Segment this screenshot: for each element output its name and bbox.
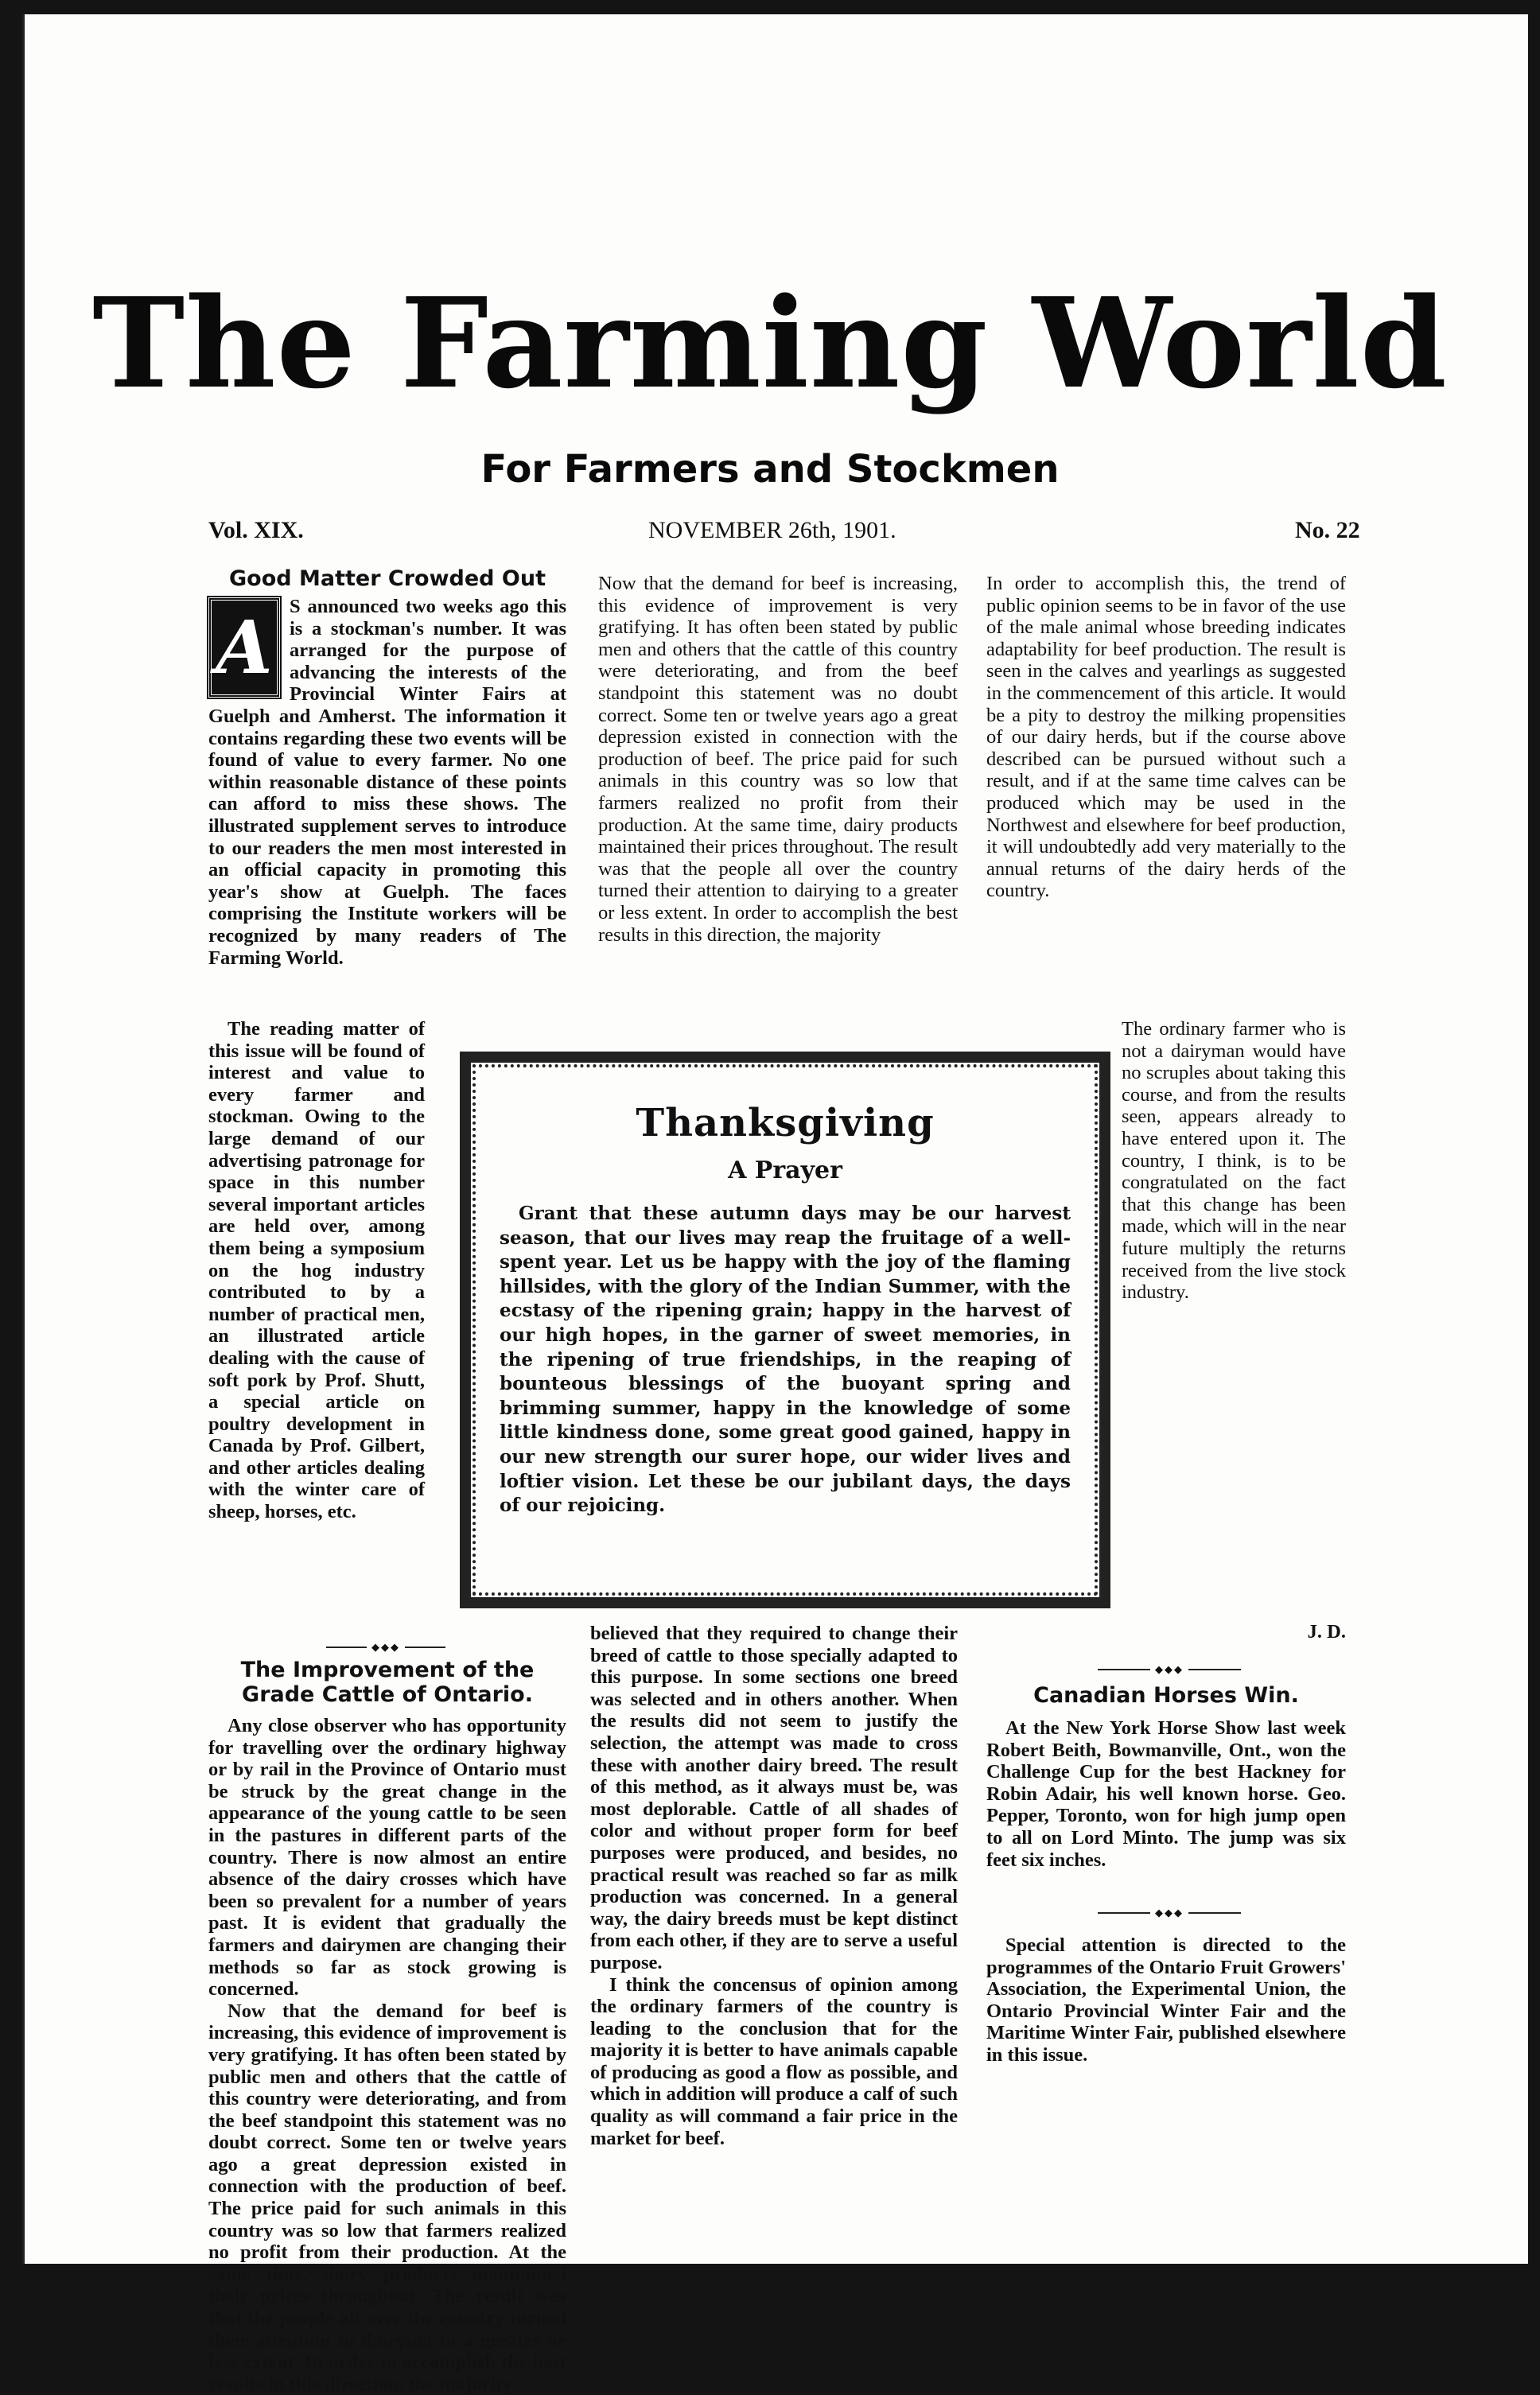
ornamental-rule: ◆◆◆ [1098,1912,1241,1914]
article-paragraph: S announced two weeks ago this is a stockman's number. It was arranged for the purpose of advancing the interests of the Provincial Winter Fairs at Guelph and Amherst. The information it contains regarding these two events will be found of value to every farmer. No one within reasonable distance of these points can afford to miss these shows. The illustrated supplement serves to introduce to our readers the men most interested in an official capacity in promoting this year's show at Guelph. The faces comprising the Institute workers will be recognized by many readers of The Farming World. [208,596,566,969]
article-paragraph: Any close observer who has opportunity for travelling over the ordinary highway or by rail in the Province of Ontario must be struck by the great change in the appearance of the young cattle to be seen in the pastures in different parts of the country. There is now almost an entire absence of the dairy crosses which have been so prevalent for a number of years past. It is evident that gradually the farmers and dairymen are changing their methods so far as stock growing is concerned. [208,1715,566,2000]
issue-number: No. 22 [1295,517,1360,543]
article-heading: The Improvement of the Grade Cattle of Ontario. [240,1658,535,1707]
article-heading: Canadian Horses Win. [1033,1683,1299,1708]
masthead-tagline: For Farmers and Stockmen [480,447,1060,492]
article-paragraph: Now that the demand for beef is increasing, this evidence of improvement is very gratifying. It has often been stated by public men and others that the cattle of this country were deteriorating, and from the beef standpoint this statement was no doubt correct. Some ten or twelve years ago a great depression existed in connection with the production of beef. The price paid for such animals in this country was so low that farmers realized no profit from their production. At the same time, dairy products maintained their prices throughout. The result was that the people all over the country turned their attention to dairying to a greater or less extent. In order to accomplish the best results in this direction, the majority [208,2000,566,2395]
article-good-matter [208,566,566,969]
notice-paragraph: Special attention is directed to the programmes of the Ontario Fruit Growers' Association, the Experimental Union, the Ontario Provincial Winter Fair and the Maritime Winter Fair, published elsewhere in this issue. [986,1934,1346,2066]
issue-date: NOVEMBER 26th, 1901. [648,517,896,543]
article-canadian-horses [986,1683,1346,1871]
article-paragraph: I think the concensus of opinion among the ordinary farmers of the country is leading to the conclusion that for the majority it is better to have animals capable of producing as good a flow as possible, and which in addition will produce a calf of such quality as will command a fair price in the market for beef. [590,1973,958,2149]
article-paragraph: In order to accomplish this, the trend of public opinion seems to be in favor of the use of the male animal whose breeding indicates adaptability for beef production. The result is seen in the calves and yearlings as suggested in the commencement of this article. It would be a pity to destroy the milking propensities of our dairy herds, but if the course above described can be pursued without such a result, and if at the same time calves can be produced which may be used in the Northwest and elsewhere for beef production, it will undoubtedly add very materially to the annual returns of the dairy herds of the country. [986,573,1346,902]
notice-special-attention [986,1934,1346,2066]
signature: J. D. [1307,1621,1346,1643]
article-paragraph: Now that the demand for beef is increasing, this evidence of improvement is very gratifying. It has often been stated by public men and others that the cattle of this country were deteriorating, and from the beef standpoint this statement was no doubt correct. Some ten or twelve years ago a great depression existed in connection with the production of beef. The price paid for such animals in this country was so low that farmers realized no profit from their production. At the same time, dairy products maintained their prices throughout. The result was that the people all over the country turned their attention to dairying to a greater or less extent. In order to accomplish the best results in this direction, the majority [598,573,958,946]
ornamental-rule: ◆◆◆ [326,1647,445,1648]
article-paragraph: The ordinary farmer who is not a dairyman would have no scruples about taking this course, and from the results seen, appears already to have entered upon it. The country, I think, is to be congratulated on the fact that this change has been made, which will in the near future multiply the returns received from the live stock industry. [1122,1018,1346,1304]
article-grade-cattle-col2 [598,573,958,1016]
signature-line [986,1621,1346,1643]
drop-cap: A [208,597,280,698]
article-heading: Good Matter Crowded Out [229,566,546,591]
article-grade-cattle-col2-bottom [590,1623,958,2149]
ornamental-rule: ◆◆◆ [1098,1669,1241,1670]
masthead-title: The Farming World [92,270,1448,416]
thanksgiving-body: Grant that these autumn days may be our harvest season, that our lives may reap the fruitage of a well-spent year. Let us be happy with the joy of the flaming hillsides, with the glory of the Indian Summer, with the ecstasy of the ripening grain; happy in the harvest of our high hopes, in the garner of sweet memories, in the ripening of true friendships, in the reaping of bounteous blessings of the buoyant spring and brimming summer, happy in the knowledge of some little kindness done, some great good gained, happy in our new strength our surer hope, our wider lives and loftier vision. Let these be our jubilant days, the days of our rejoicing. [500,1203,1071,1517]
article-grade-cattle [208,1658,566,2395]
article-paragraph: The reading matter of this issue will be found of interest and value to every farmer and stockman. Owing to the large demand of our advertising patronage for space in this number several important articles are held over, among them being a symposium on the hog industry contributed to by a number of practical men, an illustrated article dealing with the cause of soft pork by Prof. Shutt, a special article on poultry development in Canada by Prof. Gilbert, and other articles dealing with the winter care of sheep, horses, etc. [208,1018,425,1523]
article-paragraph: At the New York Horse Show last week Robert Beith, Bowmanville, Ont., won the Challenge Cup for the best Hackney for Robin Adair, his well known horse. Geo. Pepper, Toronto, won for high jump open to all on Lord Minto. The jump was six feet six inches. [986,1717,1346,1871]
volume-label: Vol. XIX. [208,517,304,543]
thanksgiving-box [460,1052,1110,1608]
thanksgiving-subtitle: A Prayer [728,1157,842,1184]
article-good-matter-continued [208,1018,425,1523]
article-grade-cattle-col3-continued [1122,1018,1346,1639]
article-paragraph: believed that they required to change their breed of cattle to those specially adapted to this purpose. In some sections one breed was selected and in others another. When the results did not seem to justify the selection, the attempt was made to cross these with another dairy breed. The result of this method, as it always must be, was most deplorable. Cattle of all shades of color and without proper form for beef purposes were produced, and besides, no practical result was reached so far as milk production was concerned. In a general way, the dairy breeds must be kept distinct from each other, if they are to serve a useful purpose. [590,1623,958,1973]
thanksgiving-title: Thanksgiving [636,1101,935,1145]
article-grade-cattle-col3 [986,573,1346,1018]
